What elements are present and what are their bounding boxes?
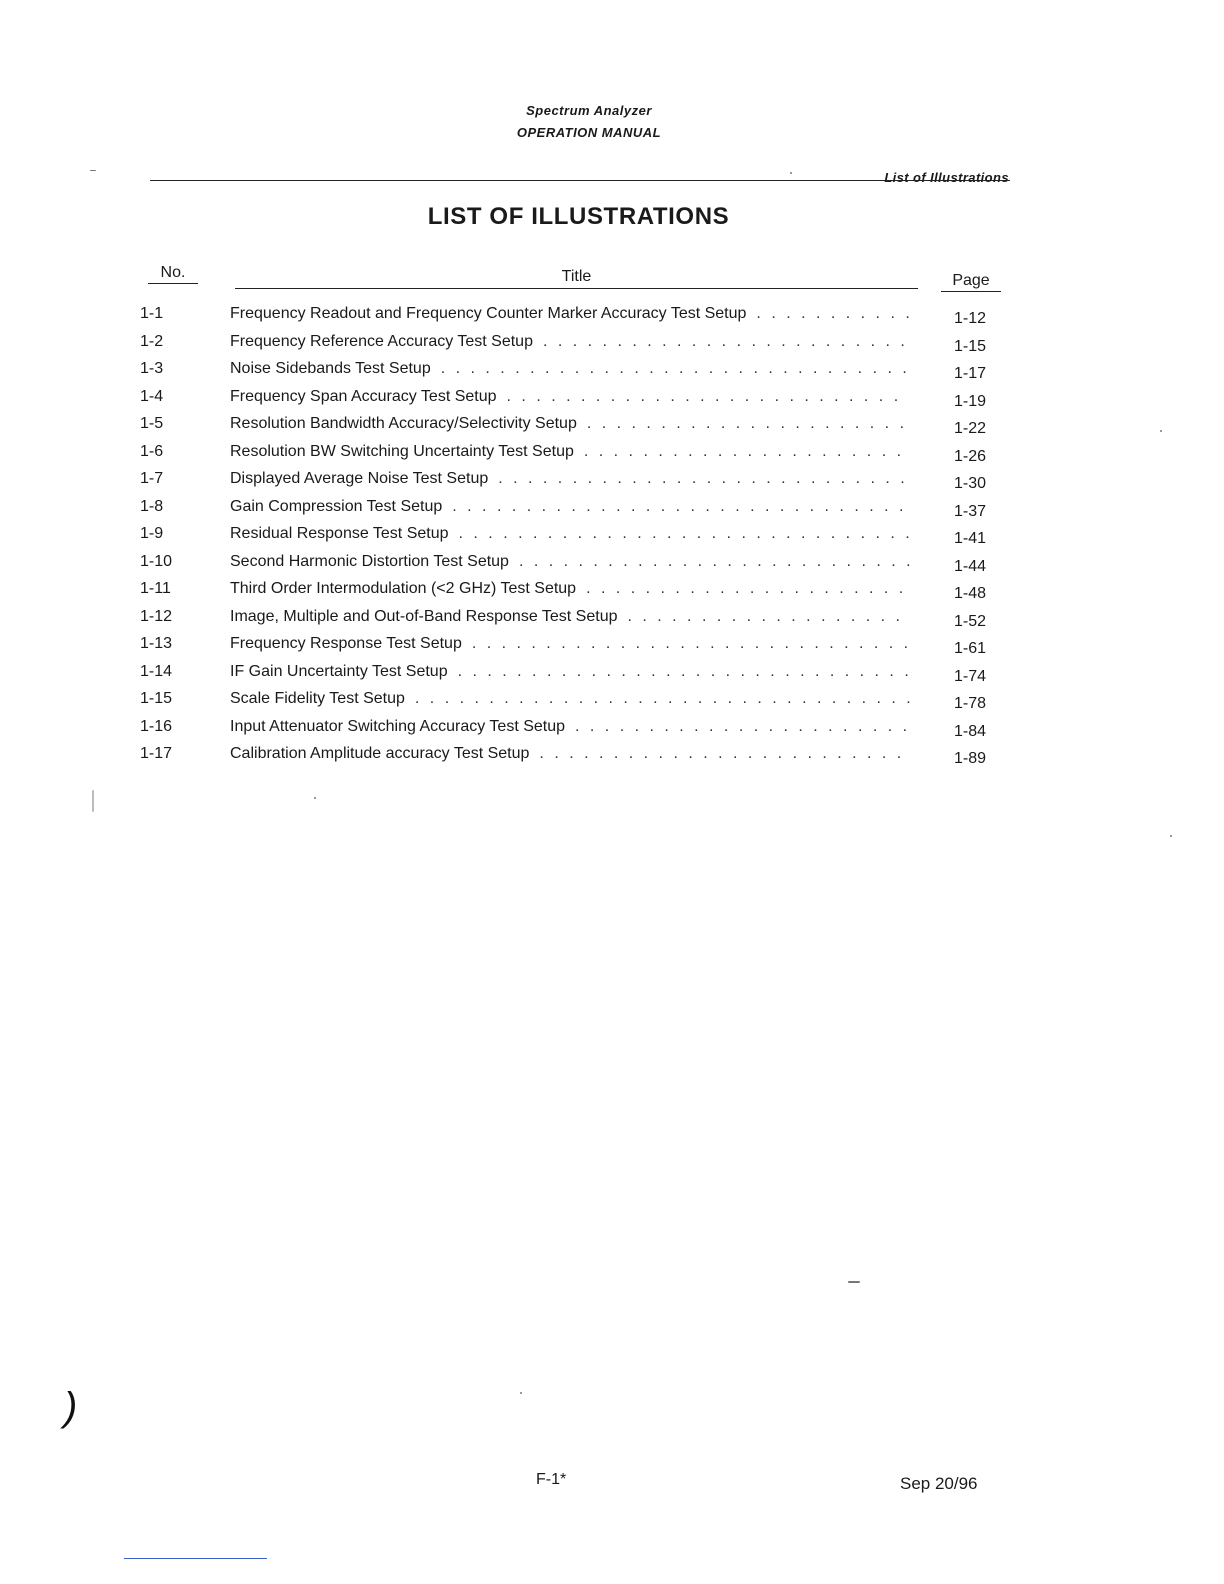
figure-number: 1-5 xyxy=(140,415,164,432)
page-ref: 1-30 xyxy=(953,475,987,492)
figure-title: Gain Compression Test Setup xyxy=(230,497,443,515)
figure-number: 1-4 xyxy=(140,387,164,405)
page-ref: 1-19 xyxy=(953,392,987,410)
figure-title: Calibration Amplitude accuracy Test Setup xyxy=(230,745,530,762)
page-ref: 1-15 xyxy=(953,337,987,355)
list-item xyxy=(140,713,1000,741)
scan-speck xyxy=(790,172,792,174)
figure-number: 1-9 xyxy=(140,525,164,542)
figure-number: 1-12 xyxy=(140,607,173,625)
list-item xyxy=(140,465,1000,493)
figure-title: Displayed Average Noise Test Setup xyxy=(230,470,489,487)
scan-speck xyxy=(90,170,96,171)
header-product: Spectrum Analyzer xyxy=(526,103,652,118)
dot-leader xyxy=(627,603,910,631)
list-item xyxy=(140,493,1000,521)
dot-leader xyxy=(587,410,910,438)
illustrations-list xyxy=(140,300,1000,768)
dot-leader xyxy=(539,740,910,768)
page-ref: 1-84 xyxy=(953,722,987,740)
dot-leader xyxy=(498,465,910,493)
dot-leader xyxy=(459,520,910,548)
section-label: List of Illustrations xyxy=(884,170,1009,185)
figure-title: IF Gain Uncertainty Test Setup xyxy=(230,662,448,680)
dot-leader xyxy=(543,328,910,356)
list-item xyxy=(140,438,1000,466)
figure-number: 1-11 xyxy=(140,580,171,597)
scan-speck xyxy=(92,790,94,812)
running-header xyxy=(0,100,1178,144)
page-ref: 1-44 xyxy=(953,557,987,575)
figure-number: 1-13 xyxy=(140,635,173,652)
page-ref: 1-41 xyxy=(953,530,987,547)
figure-number: 1-7 xyxy=(140,470,164,487)
figure-title: Resolution Bandwidth Accuracy/Selectivity Setup xyxy=(230,415,577,432)
page-ref: 1-48 xyxy=(953,585,987,602)
figure-title: Input Attenuator Switching Accuracy Test Setup xyxy=(230,717,566,735)
figure-title: Frequency Span Accuracy Test Setup xyxy=(230,387,497,405)
dot-leader xyxy=(415,685,910,713)
figure-number: 1-1 xyxy=(140,305,164,322)
list-item xyxy=(140,520,1000,548)
figure-title: Resolution BW Switching Uncertainty Test Setup xyxy=(230,442,574,460)
dot-leader xyxy=(756,300,910,328)
page-ref: 1-52 xyxy=(953,612,987,630)
page-title: LIST OF ILLUSTRATIONS xyxy=(427,203,730,230)
page-ref: 1-26 xyxy=(953,447,987,465)
figure-number: 1-10 xyxy=(140,552,173,570)
list-item xyxy=(140,300,1000,328)
dot-leader xyxy=(441,355,910,383)
column-header-no: No. xyxy=(148,264,198,284)
scan-speck xyxy=(314,797,316,799)
scan-speck xyxy=(1170,835,1172,837)
dot-leader xyxy=(458,658,910,686)
figure-number: 1-2 xyxy=(140,332,164,350)
page-ref: 1-61 xyxy=(953,640,987,657)
scan-speck xyxy=(520,1392,522,1394)
list-item xyxy=(140,603,1000,631)
header-rule xyxy=(150,180,1010,181)
page-number: F-1* xyxy=(536,1471,567,1488)
dot-leader xyxy=(584,438,910,466)
figure-title: Image, Multiple and Out-of-Band Response Test Setup xyxy=(230,607,618,625)
figure-title: Frequency Response Test Setup xyxy=(230,635,462,652)
page-ref: 1-78 xyxy=(953,695,987,712)
dot-leader xyxy=(586,575,910,603)
dot-leader xyxy=(575,713,910,741)
list-item xyxy=(140,328,1000,356)
figure-number: 1-14 xyxy=(140,662,173,680)
page-ref: 1-89 xyxy=(953,750,987,767)
figure-title: Residual Response Test Setup xyxy=(230,525,449,542)
figure-title: Noise Sidebands Test Setup xyxy=(230,360,431,377)
column-header-title: Title xyxy=(235,268,918,289)
list-item xyxy=(140,548,1000,576)
figure-number: 1-16 xyxy=(140,717,173,735)
dot-leader xyxy=(452,493,910,521)
list-item xyxy=(140,685,1000,713)
scan-speck xyxy=(848,1281,860,1283)
list-item xyxy=(140,740,1000,768)
figure-number: 1-15 xyxy=(140,690,173,707)
dot-leader xyxy=(507,383,910,411)
list-item xyxy=(140,630,1000,658)
column-header-page: Page xyxy=(941,272,1001,292)
figure-number: 1-3 xyxy=(140,360,164,377)
dot-leader xyxy=(472,630,910,658)
figure-title: Frequency Reference Accuracy Test Setup xyxy=(230,332,533,350)
list-item xyxy=(140,575,1000,603)
figure-number: 1-8 xyxy=(140,497,164,515)
header-manual: OPERATION MANUAL xyxy=(516,125,662,140)
page-ref: 1-22 xyxy=(953,420,987,437)
figure-number: 1-17 xyxy=(140,745,173,762)
scan-speck xyxy=(1160,430,1162,432)
figure-title: Second Harmonic Distortion Test Setup xyxy=(230,552,509,570)
list-item xyxy=(140,410,1000,438)
page-ref: 1-74 xyxy=(953,667,987,685)
figure-title: Scale Fidelity Test Setup xyxy=(230,690,405,707)
scan-mark: ) xyxy=(64,1385,78,1429)
figure-title: Frequency Readout and Frequency Counter Marker Accuracy Test Setup xyxy=(230,305,747,322)
list-item xyxy=(140,658,1000,686)
figure-number: 1-6 xyxy=(140,442,164,460)
page-ref: 1-17 xyxy=(953,365,987,382)
dot-leader xyxy=(519,548,910,576)
revision-date: Sep 20/96 xyxy=(900,1474,978,1493)
list-item xyxy=(140,383,1000,411)
page-ref: 1-12 xyxy=(953,310,987,327)
figure-title: Third Order Intermodulation (<2 GHz) Test Setup xyxy=(230,580,577,597)
bottom-rule xyxy=(124,1558,267,1559)
list-item xyxy=(140,355,1000,383)
page-ref: 1-37 xyxy=(953,502,987,520)
